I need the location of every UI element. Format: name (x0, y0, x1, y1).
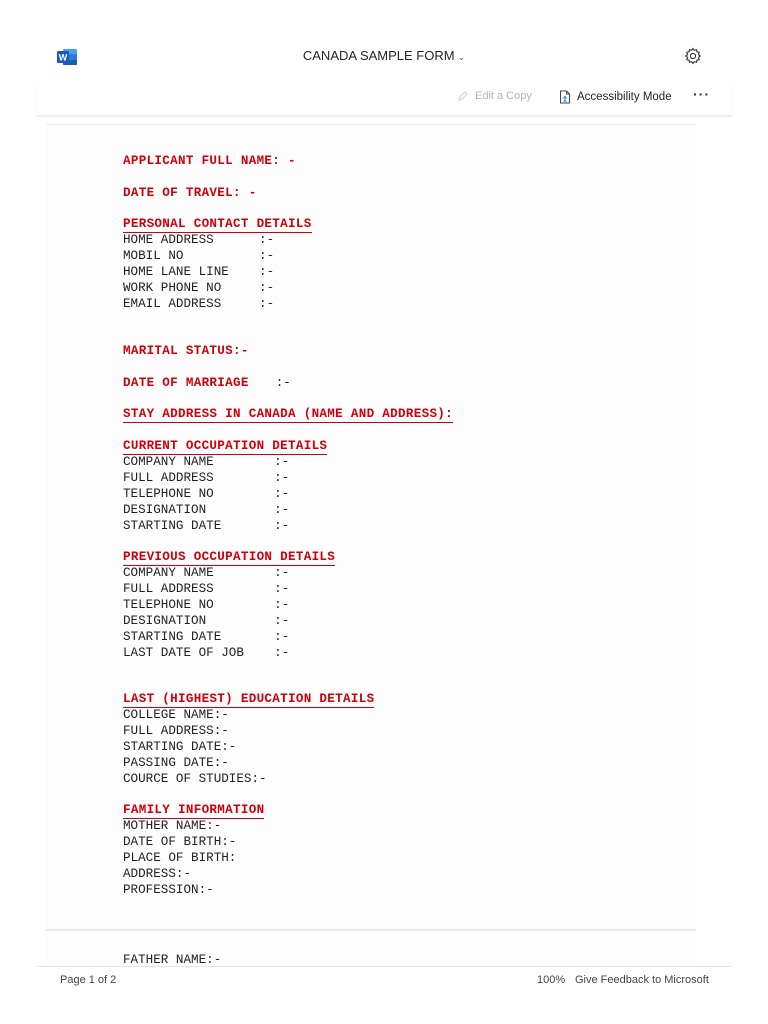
current-address-field: FULL ADDRESS :- (123, 471, 290, 485)
status-bar (37, 966, 732, 994)
mother-name-field: MOTHER NAME:- (123, 819, 222, 833)
previous-start-date-field: STARTING DATE :- (123, 630, 290, 644)
current-designation-field: DESIGNATION :- (123, 503, 290, 517)
family-address-field: ADDRESS:- (123, 867, 192, 881)
previous-designation-field: DESIGNATION :- (123, 614, 290, 628)
app-header (0, 0, 768, 118)
document-page-2 (46, 930, 696, 966)
date-of-birth-field: DATE OF BIRTH:- (123, 835, 237, 849)
give-feedback-link[interactable]: Give Feedback to Microsoft (575, 974, 709, 986)
education-heading: LAST (HIGHEST) EDUCATION DETAILS (123, 692, 375, 706)
profession-field: PROFESSION:- (123, 883, 214, 897)
edit-a-copy-label: Edit a Copy (475, 90, 532, 102)
personal-contact-heading: PERSONAL CONTACT DETAILS (123, 217, 312, 231)
document-canvas[interactable] (0, 118, 768, 966)
document-page-1 (46, 124, 696, 930)
stay-address-heading: STAY ADDRESS IN CANADA (NAME AND ADDRESS): (123, 407, 454, 421)
current-telephone-field: TELEPHONE NO :- (123, 487, 290, 501)
settings-gear-icon[interactable] (684, 47, 702, 65)
father-name-field: FATHER NAME:- (123, 953, 222, 966)
page-count: Page 1 of 2 (60, 974, 117, 986)
study-start-date-field: STARTING DATE:- (123, 740, 237, 754)
email-address-field: EMAIL ADDRESS :- (123, 297, 275, 311)
previous-address-field: FULL ADDRESS :- (123, 582, 290, 596)
zoom-level[interactable]: 100% (537, 974, 566, 986)
previous-last-date-field: LAST DATE OF JOB :- (123, 646, 290, 660)
edit-a-copy-button[interactable] (457, 90, 532, 102)
current-occupation-heading: CURRENT OCCUPATION DETAILS (123, 439, 328, 453)
passing-date-field: PASSING DATE:- (123, 756, 229, 770)
chevron-down-icon[interactable]: ⌄ (457, 52, 466, 62)
document-title-text[interactable]: CANADA SAMPLE FORM (302, 48, 455, 63)
svg-text:W: W (58, 52, 68, 63)
current-company-field: COMPANY NAME :- (123, 455, 290, 469)
previous-company-field: COMPANY NAME :- (123, 566, 290, 580)
edit-pencil-icon (457, 90, 469, 102)
college-name-field: COLLEGE NAME:- (123, 708, 229, 722)
document-title[interactable] (0, 48, 768, 63)
accessibility-mode-label: Accessibility Mode (577, 91, 672, 103)
family-information-heading: FAMILY INFORMATION (123, 803, 265, 817)
course-of-studies-field: COURCE OF STUDIES:- (123, 772, 267, 786)
marriage-date-label: DATE OF MARRIAGE (123, 376, 249, 390)
accessibility-mode-button[interactable] (558, 90, 672, 104)
accessibility-document-icon (558, 90, 572, 104)
home-address-field: HOME ADDRESS :- (123, 233, 275, 247)
marital-status-label: MARITAL STATUS:- (123, 344, 249, 358)
previous-occupation-heading: PREVIOUS OCCUPATION DETAILS (123, 550, 336, 564)
applicant-name-label: APPLICANT FULL NAME: - (123, 154, 296, 168)
ribbon-toolbar (37, 83, 732, 116)
home-land-line-field: HOME LANE LINE :- (123, 265, 275, 279)
work-phone-field: WORK PHONE NO :- (123, 281, 275, 295)
travel-date-label: DATE OF TRAVEL: - (123, 186, 257, 200)
previous-telephone-field: TELEPHONE NO :- (123, 598, 290, 612)
more-options-button[interactable]: ··· (693, 86, 710, 102)
place-of-birth-field: PLACE OF BIRTH: (123, 851, 237, 865)
college-address-field: FULL ADDRESS:- (123, 724, 229, 738)
current-start-date-field: STARTING DATE :- (123, 519, 290, 533)
marriage-date-separator: :- (275, 376, 291, 390)
mobile-no-field: MOBIL NO :- (123, 249, 275, 263)
